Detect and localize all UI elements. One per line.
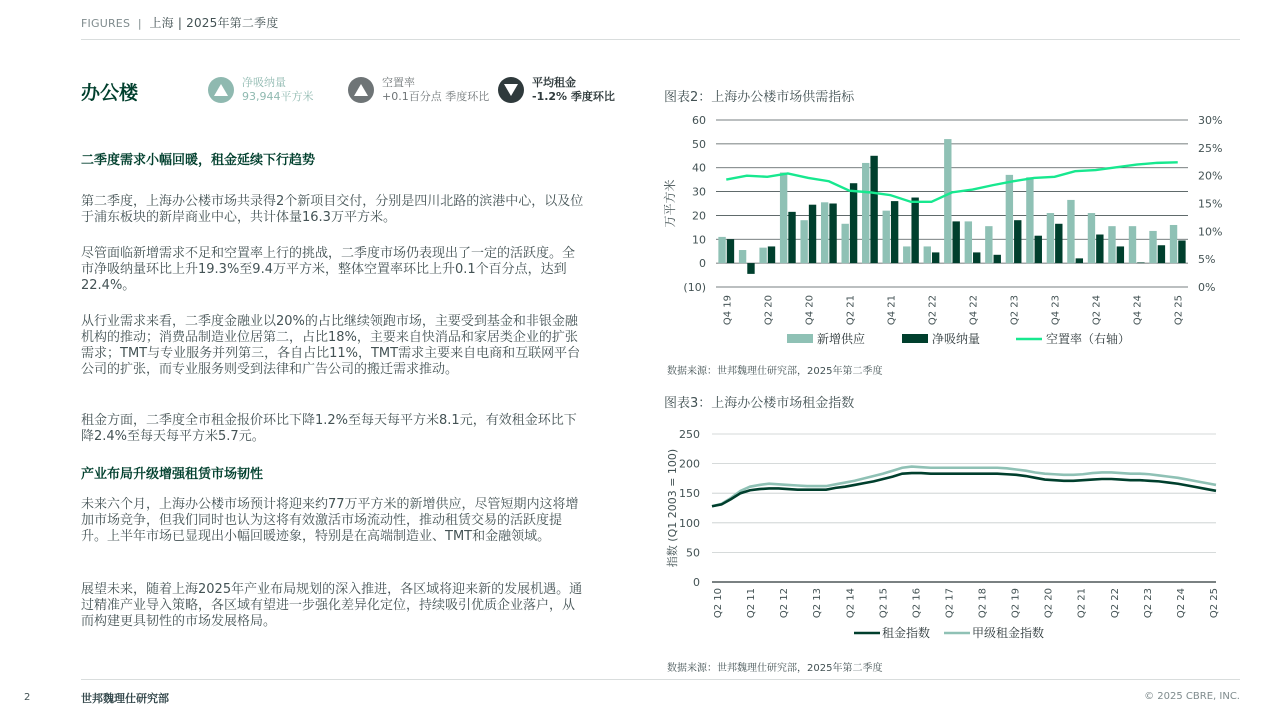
- bar-net-absorption: [1014, 220, 1021, 263]
- footer-copyright: © 2025 CBRE, INC.: [1144, 691, 1240, 702]
- kpi-value: 93,944平方米: [242, 90, 314, 103]
- x-tick-label: Q2 20: [1043, 588, 1055, 619]
- bar-net-absorption: [1158, 245, 1165, 263]
- x-tick-label: Q4 24: [1132, 295, 1144, 326]
- bar-new-supply: [718, 237, 725, 263]
- bar-net-absorption: [1096, 235, 1103, 264]
- bar-net-absorption: [768, 246, 775, 263]
- location-title: 上海 | 2025年第二季度: [149, 16, 279, 30]
- y2-tick-label: 10%: [1198, 225, 1223, 239]
- x-tick-label: Q2 19: [1010, 588, 1022, 619]
- kpi-label: 平均租金: [532, 76, 576, 89]
- y-tick-label: 50: [692, 137, 706, 151]
- y-tick-label: 0: [693, 576, 700, 589]
- paragraph-future-supply: 未来六个月，上海办公楼市场预计将迎来约77万平方米的新增供应，尽管短期内这将增加市场竞争，但我们同时也认为这将有效激活市场流动性，推动租赁交易的活跃度提升。上半年市场已显现出小幅回暖迹象，特别是在高端制造业、TMT和金融领域。: [81, 497, 579, 544]
- chart3-source: 数据来源：世邦魏理仕研究部，2025年第二季度: [667, 663, 883, 674]
- bar-new-supply: [1067, 200, 1074, 263]
- bar-net-absorption: [891, 201, 898, 263]
- figures-label: FIGURES: [81, 17, 131, 30]
- bar-net-absorption: [1076, 258, 1083, 263]
- line-rent-index: [712, 473, 1216, 506]
- bar-new-supply: [862, 163, 869, 263]
- y-tick-label: 100: [679, 516, 700, 530]
- y-tick-label: 50: [686, 546, 700, 560]
- y-tick-label: 30: [692, 185, 706, 199]
- bar-new-supply: [800, 220, 807, 263]
- legend-swatch-net-absorption: [902, 334, 928, 343]
- x-tick-label: Q2 13: [812, 588, 824, 619]
- x-tick-label: Q2 24: [1175, 588, 1187, 619]
- bar-new-supply: [1088, 213, 1095, 263]
- x-tick-label: Q2 22: [927, 295, 939, 326]
- kpi-label: 净吸纳量: [242, 76, 286, 89]
- bar-new-supply: [965, 221, 972, 263]
- heading-outlook: 产业布局升级增强租赁市场韧性: [81, 467, 264, 482]
- x-tick-label: Q2 23: [1009, 295, 1021, 326]
- bar-net-absorption: [747, 263, 754, 274]
- heading-demand: 二季度需求小幅回暖，租金延续下行趋势: [81, 153, 316, 168]
- triangle-down-icon: [498, 77, 524, 103]
- x-tick-label: Q2 14: [845, 588, 857, 619]
- bar-new-supply: [883, 211, 890, 263]
- bar-new-supply: [842, 224, 849, 263]
- paragraph-supply: 第二季度，上海办公楼市场共录得2个新项目交付，分别是四川北路的滨港中心，以及位于浦东板块的新岸商业中心，共计体量16.3万平方米。: [81, 194, 584, 225]
- bar-new-supply: [1047, 213, 1054, 263]
- kpi-net-absorption: [208, 74, 314, 106]
- kpi-vacancy-rate: [348, 74, 489, 106]
- y-tick-label: 60: [692, 114, 706, 127]
- x-tick-label: Q2 21: [1076, 588, 1088, 619]
- x-tick-label: Q4 22: [968, 295, 980, 326]
- x-tick-label: Q4 21: [886, 295, 898, 326]
- page-number: 2: [24, 692, 31, 703]
- x-tick-label: Q2 10: [713, 588, 724, 619]
- triangle-up-icon: [348, 77, 374, 103]
- y2-tick-label: 15%: [1198, 197, 1223, 211]
- rent-index-chart: [660, 422, 1240, 647]
- y2-tick-label: 20%: [1198, 169, 1223, 183]
- y2-tick-label: 0%: [1198, 281, 1216, 294]
- bar-net-absorption: [727, 239, 734, 263]
- y-tick-label: 250: [679, 428, 700, 441]
- bar-net-absorption: [973, 252, 980, 263]
- paragraph-rent: 租金方面，二季度全市租金报价环比下降1.2%至每天每平方米8.1元，有效租金环比下降2.4%至每天每平方米5.7元。: [81, 413, 577, 444]
- legend-label: 空置率（右轴）: [1046, 332, 1131, 346]
- y-tick-label: 0: [699, 257, 706, 271]
- kpi-value: +0.1百分点 季度环比: [382, 90, 490, 103]
- bar-new-supply: [759, 248, 766, 264]
- bar-net-absorption: [809, 205, 816, 263]
- paragraph-industry: 从行业需求来看，二季度金融业以20%的占比继续领跑市场，主要受到基金和非银金融机构的推动；消费品制造业位居第二，占比18%，主要来自快消品和家居类企业的扩张需求；TMT与专业服务并列第三，各自占比11%，TMT需求主要来自电商和互联网平台公司的扩张，而专业服务则受到法律和广告公司的搬迁需求推动。: [81, 314, 581, 377]
- legend-label: 租金指数: [882, 626, 931, 640]
- y2-tick-label: 5%: [1198, 253, 1216, 267]
- x-tick-label: Q2 15: [878, 588, 890, 619]
- bar-net-absorption: [829, 204, 836, 264]
- x-tick-label: Q2 23: [1142, 588, 1154, 619]
- bar-new-supply: [1026, 177, 1033, 263]
- bar-new-supply: [1006, 175, 1013, 263]
- x-tick-label: Q4 19: [722, 295, 734, 326]
- bar-net-absorption: [994, 255, 1001, 263]
- bar-new-supply: [924, 246, 931, 263]
- bar-net-absorption: [850, 183, 857, 263]
- bar-net-absorption: [1178, 240, 1185, 263]
- kpi-label: 空置率: [382, 76, 415, 89]
- bar-net-absorption: [870, 156, 877, 263]
- y-tick-label: 10: [692, 233, 706, 247]
- y-tick-label: (10): [683, 281, 706, 294]
- bar-new-supply: [944, 139, 951, 263]
- x-tick-label: Q2 18: [977, 588, 989, 619]
- x-tick-label: Q4 23: [1050, 295, 1062, 326]
- bar-new-supply: [780, 172, 787, 263]
- x-tick-label: Q4 20: [804, 295, 816, 326]
- supply-demand-chart: [660, 108, 1240, 353]
- bar-net-absorption: [932, 252, 939, 263]
- bar-new-supply: [1170, 225, 1177, 263]
- chart2-source: 数据来源：世邦魏理仕研究部，2025年第二季度: [667, 366, 883, 377]
- kpi-value: -1.2% 季度环比: [532, 90, 615, 103]
- chart3-title: 图表3：上海办公楼市场租金指数: [664, 396, 855, 411]
- y-tick-label: 200: [679, 457, 700, 471]
- bar-net-absorption: [1055, 224, 1062, 263]
- header-separator: |: [137, 17, 142, 30]
- x-tick-label: Q2 12: [779, 588, 791, 619]
- footer-brand: 世邦魏理仕研究部: [81, 692, 169, 705]
- paragraph-absorption: 尽管面临新增需求不足和空置率上行的挑战，二季度市场仍表现出了一定的活跃度。全市净吸纳量环比上升19.3%至9.4万平方米，整体空置率环比上升0.1个百分点，达到22.4%。: [81, 246, 576, 293]
- bar-new-supply: [1108, 226, 1115, 263]
- x-tick-label: Q2 11: [746, 588, 758, 619]
- bar-net-absorption: [953, 221, 960, 263]
- x-tick-label: Q2 25: [1173, 295, 1185, 326]
- kpi-average-rent: [498, 74, 615, 106]
- bar-new-supply: [739, 250, 746, 263]
- y-axis-label: 指数 (Q1 2003 = 100): [666, 448, 679, 568]
- y2-tick-label: 30%: [1198, 114, 1223, 127]
- x-tick-label: Q2 25: [1209, 588, 1220, 619]
- x-tick-label: Q2 17: [944, 588, 956, 619]
- bar-net-absorption: [1117, 246, 1124, 263]
- line-vacancy-rate: [726, 162, 1177, 202]
- bar-net-absorption: [788, 212, 795, 263]
- header-divider: [81, 39, 1240, 40]
- y-tick-label: 20: [692, 209, 706, 223]
- x-tick-label: Q2 21: [845, 295, 857, 326]
- legend-label: 甲级租金指数: [972, 626, 1045, 640]
- bar-new-supply: [985, 226, 992, 263]
- triangle-up-icon: [208, 77, 234, 103]
- footer-divider: [81, 679, 1240, 680]
- bar-net-absorption: [911, 198, 918, 264]
- x-tick-label: Q2 24: [1091, 295, 1103, 326]
- paragraph-outlook: 展望未来，随着上海2025年产业布局规划的深入推进，各区域将迎来新的发展机遇。通过精准产业导入策略，各区域有望进一步强化差异化定位，持续吸引优质企业落户，从而构建更具韧性的市场发展格局。: [81, 582, 583, 629]
- legend-label: 新增供应: [817, 332, 866, 346]
- bar-new-supply: [821, 202, 828, 263]
- bar-new-supply: [1149, 231, 1156, 263]
- y2-tick-label: 25%: [1198, 141, 1223, 155]
- section-title: 办公楼: [81, 82, 139, 104]
- bar-net-absorption: [1035, 236, 1042, 263]
- y-tick-label: 150: [679, 487, 700, 501]
- x-tick-label: Q2 16: [911, 588, 923, 619]
- y-tick-label: 40: [692, 161, 706, 175]
- bar-net-absorption: [1137, 262, 1144, 263]
- legend-label: 净吸纳量: [932, 332, 981, 346]
- page-header: [81, 14, 278, 31]
- bar-new-supply: [903, 246, 910, 263]
- chart2-title: 图表2：上海办公楼市场供需指标: [664, 90, 855, 105]
- y-axis-label: 万平方米: [663, 179, 677, 228]
- x-tick-label: Q2 20: [763, 295, 775, 326]
- x-tick-label: Q2 22: [1109, 588, 1121, 619]
- legend-swatch-new-supply: [787, 334, 813, 343]
- bar-new-supply: [1129, 226, 1136, 263]
